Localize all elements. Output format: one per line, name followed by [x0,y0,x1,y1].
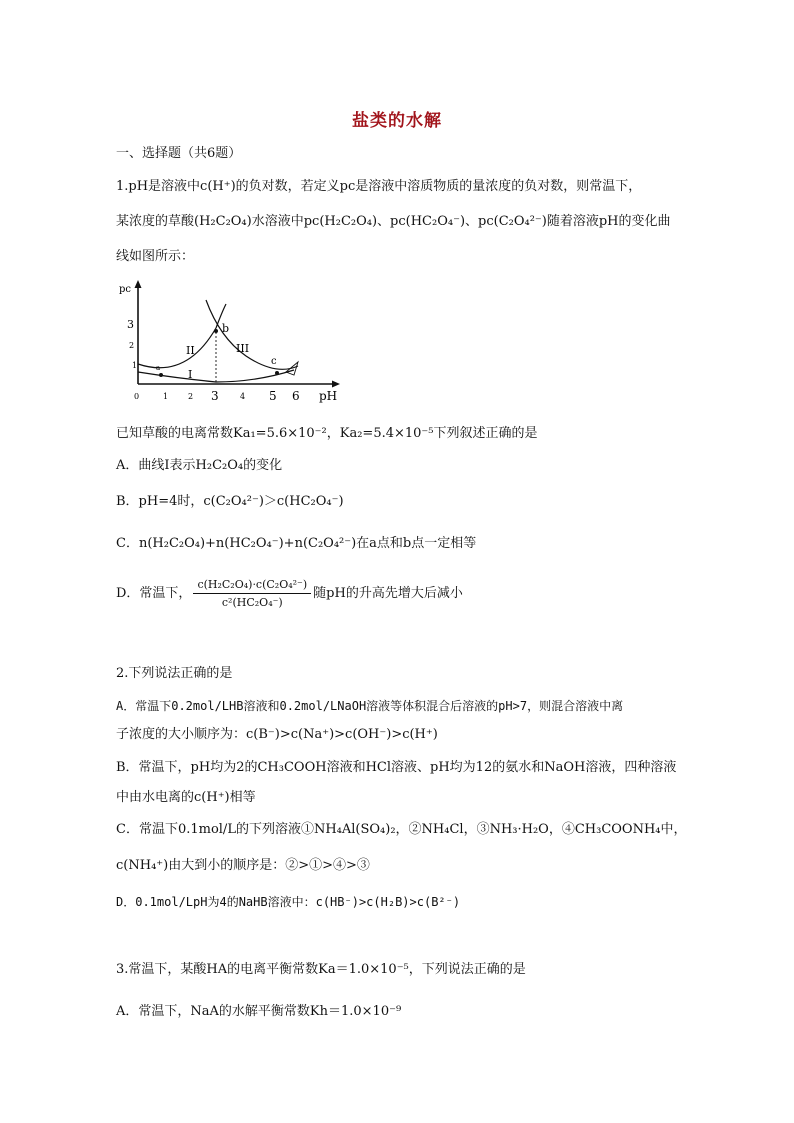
y-axis-arrow [135,280,142,288]
q1-stem-line1: 1.pH是溶液中c(H⁺)的负对数，若定义pc是溶液中溶质物质的量浓度的负对数，则常温下， [116,179,642,194]
q1-constants: 已知草酸的电离常数Ka₁=5.6×10⁻²，Ka₂=5.4×10⁻⁵下列叙述正确的是 [116,426,538,441]
q1-chart [116,276,346,406]
x-tick-label: 5 [269,389,277,403]
x-tick-label: 6 [292,389,300,403]
x-tick-label: 0 [134,392,140,401]
q1-option-d-fraction [193,576,311,611]
y-tick-label: 2 [129,341,135,350]
page-title: 盐类的水解 [352,111,442,131]
fraction-denominator: c²(HC₂O₄⁻) [221,596,283,609]
curve-label: I [188,368,193,381]
q2-stem: 2.下列说法正确的是 [116,666,233,681]
q2-option-d: D．0.1mol/LpH为4的NaHB溶液中：c(HB⁻)>c(H₂B)>c(B²⁻) [116,895,461,909]
point-label: b [222,322,230,335]
point-label: a [156,364,161,372]
q2-option-b-line2: 中由水电离的c(H⁺)相等 [116,790,256,805]
q2-option-c-line1: C．常温下0.1mol/L的下列溶液①NH₄Al(SO₄)₂，②NH₄Cl，③NH₃·H₂O，④CH₃COONH₄中， [116,822,687,837]
q1-option-d [116,574,463,614]
q2-option-b-line1: B．常温下，pH均为2的CH₃COOH溶液和HCl溶液、pH均为12的氨水和NaOH溶液，四种溶液 [116,760,677,775]
x-tick-label: 2 [188,392,194,401]
point-label: c [271,356,277,367]
x-axis-arrow [332,381,340,388]
q1-stem-line3: 线如图所示： [116,249,195,264]
section-heading: 一、选择题（共6题） [116,146,242,161]
y-tick-label: 1 [132,361,138,370]
q1-option-a: A．曲线Ⅰ表示H₂C₂O₄的变化 [116,458,283,473]
point-c [275,371,279,375]
q3-option-a: A．常温下，NaA的水解平衡常数Kh＝1.0×10⁻⁹ [116,1004,402,1019]
x-axis-label: pH [319,389,338,403]
fraction-numerator: c(H₂C₂O₄)·c(C₂O₄²⁻) [193,576,311,594]
y-tick-label: 3 [127,318,134,331]
q2-option-c-line2: c(NH₄⁺)由大到小的顺序是：②>①>④>③ [116,858,370,873]
point-b [214,329,218,333]
q1-option-d-prefix: D．常温下， [116,586,192,601]
q1-stem-line2: 某浓度的草酸(H₂C₂O₄)水溶液中pc(H₂C₂O₄)、pc(HC₂O₄⁻)、pc(C₂O₄²⁻)随着溶液pH的变化曲 [116,214,671,229]
x-tick-label: 4 [240,392,246,401]
q2-option-a-line2: 子浓度的大小顺序为：c(B⁻)>c(Na⁺)>c(OH⁻)>c(H⁺) [116,727,438,742]
q3-stem: 3.常温下，某酸HA的电离平衡常数Ka＝1.0×10⁻⁵，下列说法正确的是 [116,962,526,977]
y-axis-label: pc [119,284,132,295]
curve-label: II [186,344,195,357]
curve-II [138,304,226,368]
q1-option-d-suffix: 随pH的升高先增大后减小 [313,586,463,601]
curve-III [206,300,298,369]
q1-option-c: C．n(H₂C₂O₄)+n(HC₂O₄⁻)+n(C₂O₄²⁻)在a点和b点一定相等 [116,536,477,551]
q1-option-b: B．pH=4时，c(C₂O₄²⁻)＞c(HC₂O₄⁻) [116,494,344,509]
x-tick-label: 1 [163,392,169,401]
point-a [159,373,163,377]
q2-option-a-line1: A．常温下0.2mol/LHB溶液和0.2mol/LNaOH溶液等体积混合后溶液的pH>7，则混合溶液中离 [116,699,624,713]
curve-label: III [236,342,250,355]
x-tick-label: 3 [211,389,219,403]
